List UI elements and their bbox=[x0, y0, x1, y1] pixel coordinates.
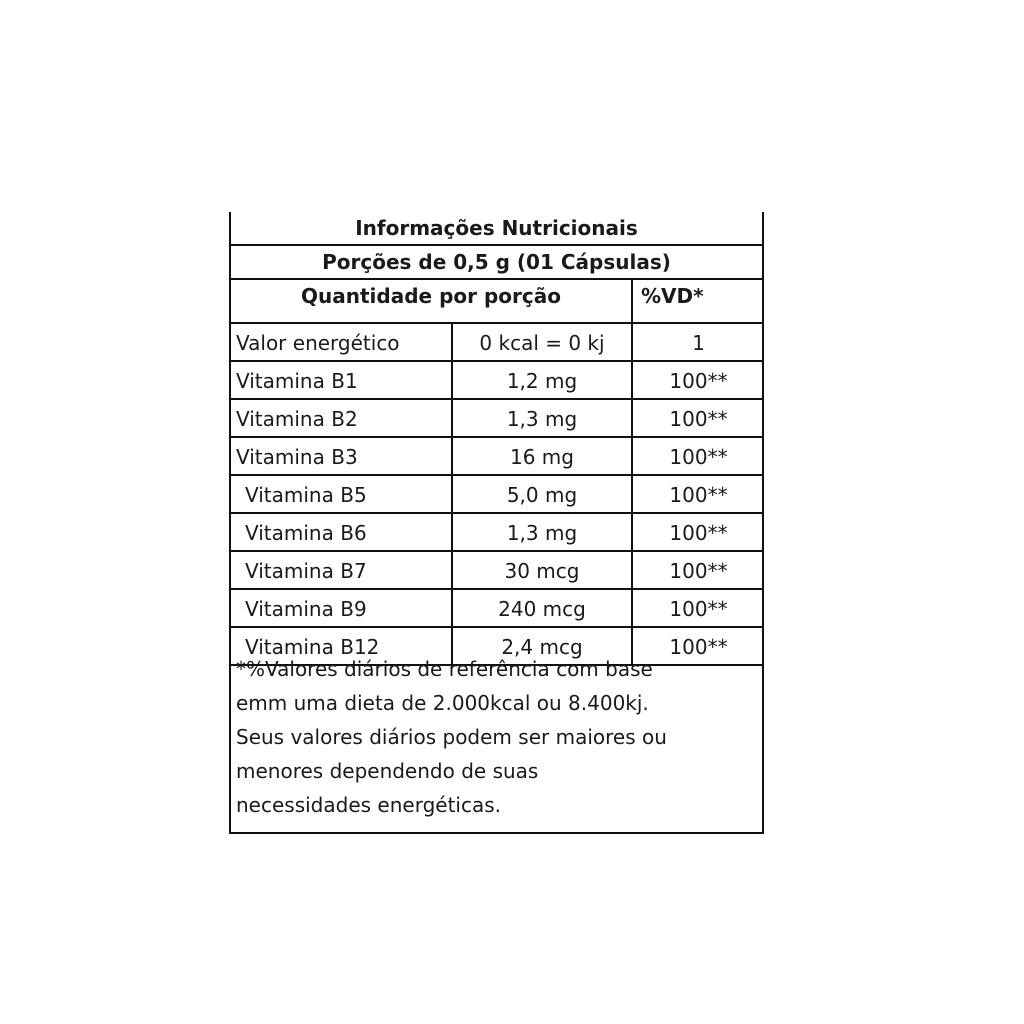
footnote-line: necessidades energéticas. bbox=[236, 793, 501, 817]
nutrient-vd: 100** bbox=[669, 559, 728, 583]
footnote-line: Seus valores diários podem ser maiores ou bbox=[236, 725, 667, 749]
table-row bbox=[231, 362, 762, 400]
nutrient-vd: 100** bbox=[669, 407, 728, 431]
table-row bbox=[231, 400, 762, 438]
table-row bbox=[231, 590, 762, 628]
nutrient-name: Valor energético bbox=[231, 324, 453, 360]
column-header-quantity: Quantidade por porção bbox=[231, 280, 633, 324]
nutrient-amount: 0 kcal = 0 kj bbox=[453, 324, 633, 360]
nutrient-name: Vitamina B2 bbox=[231, 400, 453, 436]
footnote-line: *%Valores diários de referência com base bbox=[236, 657, 653, 681]
nutrient-name: Vitamina B6 bbox=[231, 514, 453, 550]
nutrient-amount: 240 mcg bbox=[453, 590, 633, 626]
nutrient-name: Vitamina B12 bbox=[231, 628, 453, 664]
table-title: Informações Nutricionais bbox=[231, 212, 762, 246]
nutrient-amount: 1,2 mg bbox=[453, 362, 633, 398]
nutrient-amount: 2,4 mcg bbox=[453, 628, 633, 664]
nutrient-amount: 16 mg bbox=[453, 438, 633, 474]
footnote-line: menores dependendo de suas bbox=[236, 759, 539, 783]
footnote bbox=[236, 652, 756, 822]
table-row bbox=[231, 514, 762, 552]
portion-size: Porções de 0,5 g (01 Cápsulas) bbox=[231, 246, 762, 280]
nutrient-vd: 100** bbox=[669, 597, 728, 621]
nutrient-rows bbox=[231, 324, 762, 666]
nutrition-facts-table bbox=[229, 212, 764, 834]
table-row bbox=[231, 476, 762, 514]
nutrient-vd: 100** bbox=[669, 445, 728, 469]
nutrient-vd: 100** bbox=[669, 635, 728, 659]
nutrient-vd: 100** bbox=[669, 483, 728, 507]
table-row bbox=[231, 438, 762, 476]
nutrient-name: Vitamina B7 bbox=[231, 552, 453, 588]
nutrient-amount: 30 mcg bbox=[453, 552, 633, 588]
nutrient-vd: 100** bbox=[669, 521, 728, 545]
table-row bbox=[231, 552, 762, 590]
nutrient-name: Vitamina B5 bbox=[231, 476, 453, 512]
nutrient-amount: 5,0 mg bbox=[453, 476, 633, 512]
nutrient-name: Vitamina B1 bbox=[231, 362, 453, 398]
nutrient-name: Vitamina B9 bbox=[231, 590, 453, 626]
column-header-vd: %VD* bbox=[633, 280, 764, 324]
footnote-line: emm uma dieta de 2.000kcal ou 8.400kj. bbox=[236, 691, 649, 715]
nutrient-vd: 1 bbox=[692, 331, 705, 355]
nutrient-vd: 100** bbox=[669, 369, 728, 393]
nutrient-amount: 1,3 mg bbox=[453, 400, 633, 436]
nutrient-amount: 1,3 mg bbox=[453, 514, 633, 550]
nutrient-name: Vitamina B3 bbox=[231, 438, 453, 474]
table-row bbox=[231, 324, 762, 362]
